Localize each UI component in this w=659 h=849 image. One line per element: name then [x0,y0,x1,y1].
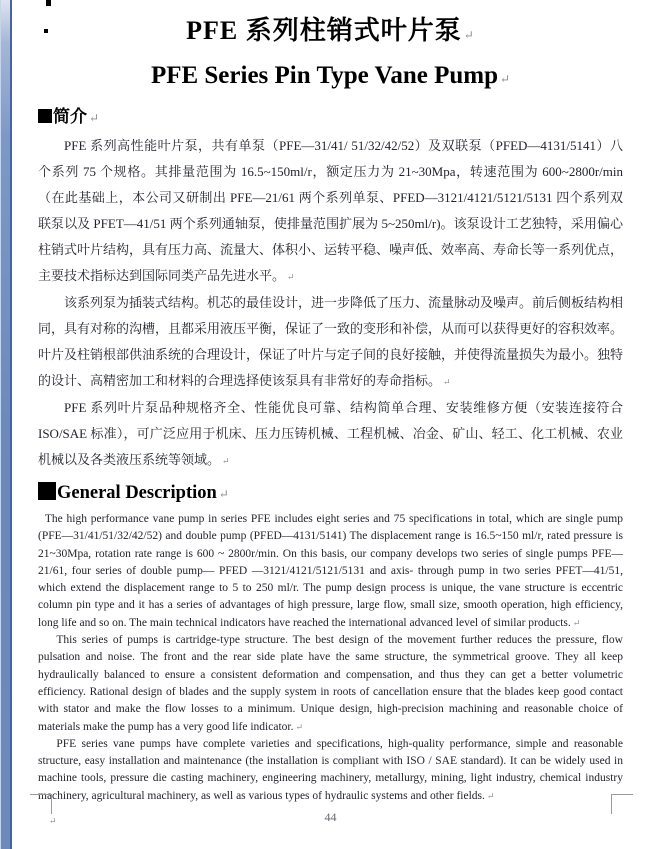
paragraph-text: PFE series vane pumps have complete varieties and specifications, high-quality performance, simple and reasonable structure, easy installation and maintenance (the installation is compliant with ISO / SAE standard). It can be widely used in machine tools, pressure die casting machinery, engineering machinery, metallurgy, mining, light industry, chemical industry machinery, agricultural machinery, as well as various types of hydraulic systems and other fields. [38,737,623,802]
paragraph-text: This series of pumps is cartridge-type structure. The best design of the movement further reduces the pressure, flow pulsation and noise. The front and the rear side plate have the same structure, the symmetrical groove. They all keep hydraulically balanced to ensure a consistent deformation and compensation, and thus they can get a better volumetric efficiency. Rational design of blades and the supply system in roots of cancellation ensure that the blades keep good contact with stator and make the flow losses to a minimum. Unique design, high-precision machining and reasonable choice of materials make the pump has a very good life indicator. [38,634,623,733]
intro-heading-text: 简介 [53,107,87,126]
general-description-heading-text: General Description [57,483,217,503]
doc-title-zh-text: PFE 系列柱销式叶片泵 [186,16,462,45]
black-square-icon [38,482,56,500]
doc-title-en-text: PFE Series Pin Type Vane Pump [150,62,498,89]
paragraph-return-mark: ↵ [222,456,230,466]
intro-body [38,133,623,474]
intro-paragraph [38,290,623,395]
paragraph-text: PFE 系列叶片泵品种规格齐全、性能优良可靠、结构简单合理、安装维修方便（安装连接符合 ISO/SAE 标准），可广泛应用于机床、压力压铸机械、工程机械、冶金、矿山、轻工、化工机械、农业机械以及各类液压系统等领域。 [38,400,623,467]
paragraph-return-mark: ↵ [443,377,451,387]
paragraph-text: PFE 系列高性能叶片泵，共有单泵（PFE—31/41/ 51/32/42/52）及双联泵（PFED—4131/5141）八个系列 75 个规格。其排量范围为 16.5~150ml/r，额定压力为 21~30Mpa，转速范围为 600~2800r/min（在此基础上，本公司又研制出 PFE—21/61 两个系列单泵、PFED—3121/4121/5121/5131 四个系列双联泵以及 PFET—41/51 两个系列通轴泵，使排量范围扩展为 5~250ml/r)。该泵设计工艺独特，采用偏心柱销式叶片结构，具有压力高、流量大、体积小、运转平稳、噪声低、效率高、寿命长等一系列优点，主要技术指标达到国际同类产品先进水平。 [38,138,624,283]
paragraph-text: The high performance vane pump in series PFE includes eight series and 75 specifications in total, which are single pump (PFE—31/41/51/32/42/52) and double pump (PFED—4131/5141) The displacement range is 16.5~150 ml/r, rated pressure is 21~30Mpa, rotation rate range is 600 ~ 2800r/min. On this basis, our company develops two series of single pumps PFE—21/61, four series of double pump— PFED —3121/4121/5121/5131 and axis- through pump in two series PFET—41/51, which extend the displacement range to 5 to 250 ml/r. The pump design process is unique, the vane structure is eccentric column pin type and it has a series of advantages of high pressure, large flow, small size, smooth operation, high efficiency, long life and so on. The main technical indicators have reached the international advanced level of similar products. [38,513,623,629]
intro-paragraph [38,395,623,474]
general-paragraph [38,511,623,632]
doc-title-zh [38,13,623,53]
paragraph-return-mark: ↵ [218,487,229,501]
general-paragraph [38,736,623,805]
general-description-heading [38,480,623,507]
window-edge-strip [0,0,12,849]
general-description-body [38,511,623,805]
paragraph-return-mark: ↵ [499,72,511,86]
intro-heading [38,105,623,130]
paragraph-return-mark: ↵ [572,617,581,628]
paragraph-text: 该系列泵为插装式结构。机芯的最佳设计，进一步降低了压力、流量脉动及噪声。前后侧板结构相同，具有对称的沟槽，且都采用液压平衡，保证了一致的变形和补偿，从而可以获得更好的容积效率。叶片及柱销根部供油系统的合理设计，保证了叶片与定子间的良好接触，并使得流量损失为最小。独特的设计、高精密加工和材料的合理选择使该泵具有非常好的寿命指标。 [38,295,624,388]
paragraph-return-mark: ↵ [295,721,304,732]
footer-paragraph-mark: ↵ [49,816,57,826]
black-square-icon [38,109,52,123]
paragraph-return-mark: ↵ [89,111,100,125]
paragraph-return-mark: ↵ [486,790,495,801]
intro-paragraph [38,133,623,290]
section-general-description [38,480,623,805]
document-page [38,0,623,805]
paragraph-return-mark: ↵ [463,28,475,42]
paragraph-return-mark: ↵ [287,272,295,282]
doc-title-en [38,59,623,96]
page-number: 44 [324,810,337,824]
general-paragraph [38,632,623,736]
section-intro [38,105,623,474]
